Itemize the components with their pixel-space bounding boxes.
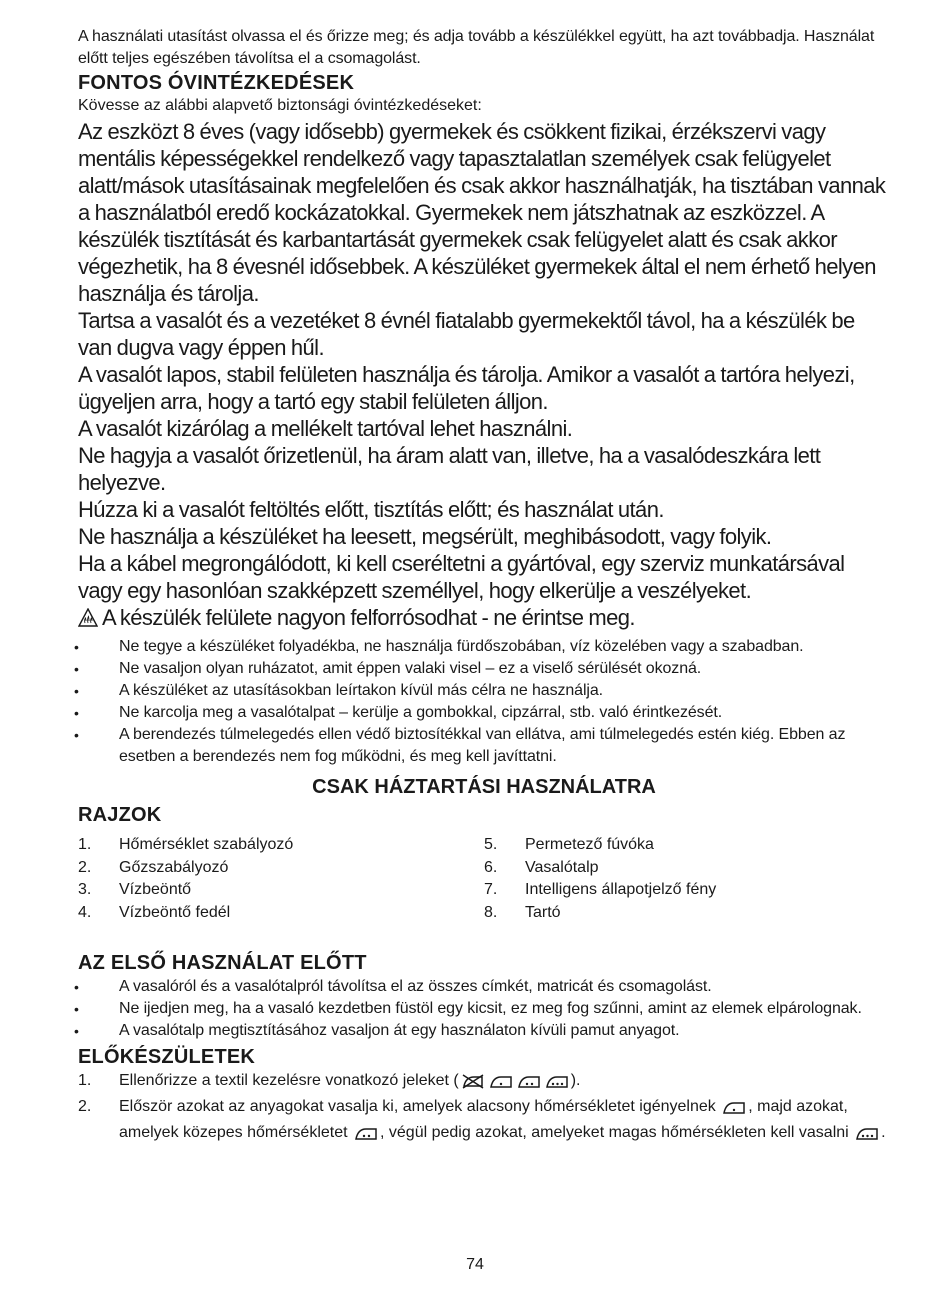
- list-item: • A készüléket az utasításokban leírtakon kívül más célra ne használja.: [78, 680, 890, 702]
- first-use-title: AZ ELSŐ HASZNÁLAT ELŐTT: [78, 952, 367, 974]
- list-item: • A vasalótalp megtisztításához vasaljon át egy használaton kívüli pamut anyagot.: [78, 1020, 890, 1042]
- list-item: • Ne karcolja meg a vasalótalpat – kerülje a gombokkal, cipzárral, stb. való érintkezését.: [78, 702, 890, 724]
- item-label: Intelligens állapotjelző fény: [525, 881, 717, 898]
- item-label: Tartó: [525, 903, 561, 921]
- item-number: 2.: [78, 858, 92, 876]
- iron-3-dot-icon: [545, 1073, 569, 1096]
- list-item: [484, 879, 890, 902]
- text-fragment: ).: [570, 1072, 581, 1089]
- item-number: 5.: [484, 836, 498, 853]
- list-item: [78, 879, 484, 902]
- item-number: 6.: [484, 858, 498, 876]
- preparation-list: [78, 1070, 890, 1148]
- list-item: [78, 857, 484, 880]
- item-text: [119, 1096, 890, 1148]
- list-item: [78, 1070, 890, 1096]
- safety-paragraph: Tartsa a vasalót és a vezetéket 8 évnél fiatalabb gyermekektől távol, ha a készülék be van dugva vagy éppen hűl.: [78, 308, 855, 360]
- hot-warning-text: A készülék felülete nagyon felforrósodhat - ne érintse meg.: [102, 605, 635, 630]
- list-item: [484, 834, 890, 857]
- safety-subtitle: Kövesse az alábbi alapvető biztonsági óvintézkedéseket:: [78, 97, 482, 114]
- list-item: • A vasalóról és a vasalótalpról távolítsa el az összes címkét, matricát és csomagolást.: [78, 976, 890, 998]
- text-fragment: , majd azokat, amelyek közepes hőmérsékletet: [119, 1098, 848, 1141]
- item-number: 1.: [78, 1072, 92, 1089]
- item-label: Permetező fúvóka: [525, 836, 654, 853]
- list-item: [78, 902, 484, 925]
- list-item: [484, 857, 890, 880]
- item-number: 3.: [78, 881, 92, 898]
- household-only-title: CSAK HÁZTARTÁSI HASZNÁLATRA: [312, 776, 656, 798]
- item-number: 1.: [78, 836, 92, 853]
- item-number: 7.: [484, 881, 498, 898]
- text-fragment: Először azokat az anyagokat vasalja ki, amelyek alacsony hőmérsékletet igényelnek: [119, 1098, 716, 1115]
- hot-surface-warning-icon: [78, 606, 98, 633]
- safety-paragraph: A vasalót lapos, stabil felületen használja és tárolja. Amikor a vasalót a tartóra helyezi, ügyeljen arra, hogy a tartó egy stabil felületen álljon.: [78, 362, 855, 414]
- item-number: 2.: [78, 1098, 92, 1115]
- list-item: • Ne vasaljon olyan ruházatot, amit éppen valaki visel – ez a viselő sérülését okozná.: [78, 658, 890, 680]
- item-number: 8.: [484, 903, 498, 921]
- safety-paragraph: Az eszközt 8 éves (vagy idősebb) gyermekek és csökkent fizikai, érzékszervi vagy mentális képességekkel rendelkező vagy tapasztalatlan személyek csak felügyelet alatt/mások utasításainak megfelelően és csak akkor használhatják, ha tisztában vannak a használatból eredő kockázatokkal. Gyermekek nem játszhatnak az eszközzel. A készülék tisztítását és karbantartását gyermekek csak felügyelet alatt és csak akkor végezhetik, ha 8 évesnél idősebbek. A készüléket gyermekek által el nem érhető helyen használja és tárolja.: [78, 119, 886, 306]
- item-label: Vízbeöntő: [119, 881, 192, 898]
- safety-paragraph: A vasalót kizárólag a mellékelt tartóval lehet használni.: [78, 416, 573, 441]
- safety-title: FONTOS ÓVINTÉZKEDÉSEK: [78, 72, 355, 94]
- safety-paragraph: Ne használja a készüléket ha leesett, megsérült, meghibásodott, vagy folyik.: [78, 524, 772, 549]
- iron-3-dot-icon: [855, 1125, 879, 1148]
- iron-1-dot-icon: [722, 1099, 746, 1122]
- list-item: • Ne tegye a készüléket folyadékba, ne használja fürdőszobában, víz közelében vagy a szabadban.: [78, 636, 890, 658]
- item-label: Vasalótalp: [525, 858, 599, 876]
- item-text: [119, 1070, 581, 1096]
- hot-surface-warning: [78, 604, 890, 633]
- list-item: [78, 834, 484, 857]
- safety-paragraph: Ha a kábel megrongálódott, ki kell cseréltetni a gyártóval, egy szerviz munkatársával vagy egy hasonlóan szakképzett személlyel, hogy elkerülje a veszélyeket.: [78, 551, 845, 603]
- drawings-left-column: [78, 834, 484, 924]
- safety-paragraph: Húzza ki a vasalót feltöltés előtt, tisztítás előtt; és használat után.: [78, 497, 664, 522]
- list-item: [484, 902, 890, 925]
- drawings-title: RAJZOK: [78, 804, 162, 826]
- safety-paragraph: Ne hagyja a vasalót őrizetlenül, ha áram alatt van, illetve, ha a vasalódeszkára lett helyezve.: [78, 443, 821, 495]
- intro-text: A használati utasítást olvassa el és őrizze meg; és adja tovább a készülékkel együtt, ha azt továbbadja. Használat előtt teljes egészében távolítsa el a csomagolást.: [78, 28, 875, 67]
- text-fragment: , végül pedig azokat, amelyeket magas hőmérsékleten kell vasalni: [380, 1124, 849, 1141]
- drawings-list: [78, 834, 890, 924]
- no-iron-icon: [461, 1073, 485, 1096]
- item-number: 4.: [78, 903, 92, 921]
- iron-2-dot-icon: [517, 1073, 541, 1096]
- list-item: [78, 1096, 890, 1148]
- preparation-title: ELŐKÉSZÜLETEK: [78, 1046, 256, 1068]
- text-fragment: .: [881, 1124, 886, 1141]
- drawings-right-column: [484, 834, 890, 924]
- item-label: Gőzszabályozó: [119, 858, 229, 876]
- item-label: Hőmérséklet szabályozó: [119, 836, 294, 853]
- list-item: • Ne ijedjen meg, ha a vasaló kezdetben füstöl egy kicsit, ez meg fog szűnni, amint az elemek elpárolognak.: [78, 998, 890, 1020]
- first-use-bullet-list: [78, 976, 890, 1042]
- list-item: • A berendezés túlmelegedés ellen védő biztosítékkal van ellátva, ami túlmelegedés estén kiég. Ebben az esetben a berendezés nem fog működni, és meg kell javíttatni.: [78, 724, 890, 768]
- manual-page: [78, 26, 890, 1148]
- safety-bullet-list: [78, 636, 890, 768]
- iron-2-dot-icon: [354, 1125, 378, 1148]
- iron-1-dot-icon: [489, 1073, 513, 1096]
- page-number: 74: [466, 1256, 484, 1273]
- text-fragment: Ellenőrizze a textil kezelésre vonatkozó jeleket (: [119, 1072, 459, 1089]
- item-label: Vízbeöntő fedél: [119, 903, 231, 921]
